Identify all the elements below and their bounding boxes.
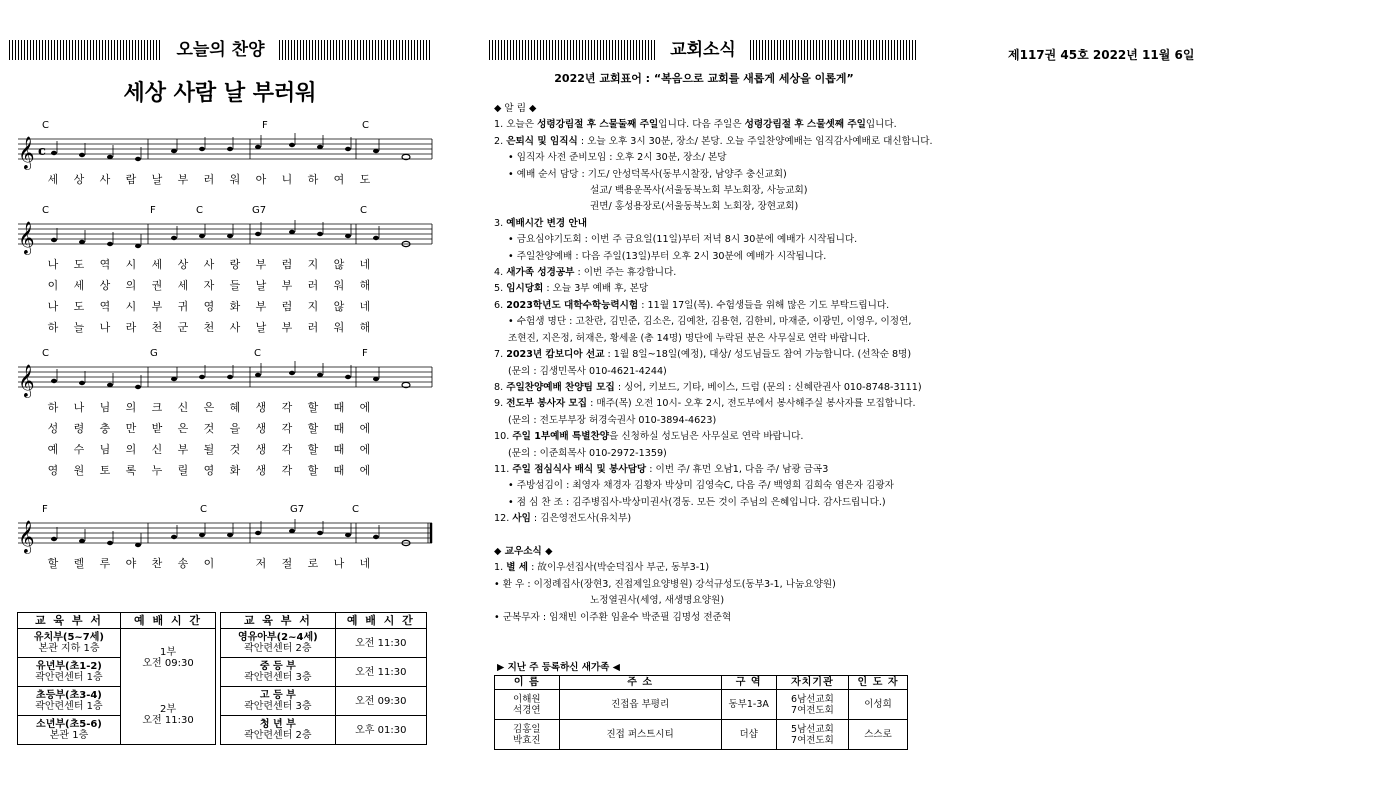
lyric-syllable: 성 — [47, 422, 59, 435]
news-line: 1. 별 세 : 故이우선집사(박순덕집사 부군, 동부3-1) — [494, 562, 710, 574]
lyric-syllable: 하 — [47, 401, 59, 414]
lyric-syllable: 천 — [151, 321, 163, 334]
issue-info: 제117권 45호 2022년 11월 6일 — [1008, 48, 1195, 62]
lyric-syllable: 저 — [255, 557, 267, 570]
dept-cell — [221, 629, 336, 658]
lyric-syllable: 랑 — [229, 258, 241, 271]
lyric-syllable: 때 — [333, 422, 345, 435]
chord-symbol: C — [200, 504, 207, 515]
lyric-syllable: 때 — [333, 464, 345, 477]
registration-title: ▶ 지난 주 등록하신 새가족 ◀ — [497, 662, 620, 673]
time-cell — [120, 629, 215, 687]
news-line: 노정열권사(세영, 새생명요양원) — [590, 595, 725, 607]
lyric-syllable: 혜 — [229, 401, 241, 414]
lyric-syllable: 세 — [47, 173, 59, 186]
staff — [18, 218, 438, 258]
reg-guide: 스스로 — [849, 720, 908, 750]
service-time: 오전 11:30 — [142, 715, 194, 727]
lyric-syllable: 부 — [255, 300, 267, 313]
header-stripe-right — [750, 40, 917, 60]
news-line: 11. 주일 점심식사 배식 및 봉사담당 : 이번 주/ 휴먼 오남1, 다음 주/ 남광 금곡3 — [494, 463, 829, 475]
dept-cell — [18, 658, 121, 687]
reg-org: 6남선교회 7여전도회 — [776, 690, 848, 720]
dept-cell — [18, 716, 121, 745]
lyric-syllable: 각 — [281, 422, 293, 435]
news-line: • 금요심야기도회 : 이번 주 금요일(11일)부터 저녁 8시 30분에 예배가 시작됩니다. — [508, 234, 858, 246]
staff — [18, 361, 438, 401]
news-line: 3. 예배시간 변경 안내 — [494, 217, 588, 229]
lyric-syllable: 예 — [47, 443, 59, 456]
news-line — [494, 528, 934, 544]
dept-cell — [221, 658, 336, 687]
lyric-syllable: 군 — [177, 321, 189, 334]
header-stripe-left — [9, 40, 162, 60]
lyric-syllable: 부 — [151, 300, 163, 313]
lyric-syllable: 은 — [177, 422, 189, 435]
news-line: • 수험생 명단 : 고찬란, 김민준, 김소은, 김예찬, 김용현, 김한비, 마재준, 이광민, 이영우, 이정연, — [508, 316, 912, 328]
lyric-syllable: 생 — [255, 401, 267, 414]
lyric-syllable: 님 — [99, 401, 111, 414]
news-line: 7. 2023년 캄보디아 선교 : 1월 8일~18일(예정), 대상/ 성도님들도 참여 가능합니다. (선착순 8명) — [494, 349, 912, 361]
reg-address: 진접 퍼스트시티 — [559, 720, 721, 750]
lyric-syllable: 날 — [255, 321, 267, 334]
lyric-syllable: 네 — [359, 300, 371, 313]
col-header: 교 육 부 서 — [221, 613, 336, 629]
dept-place: 곽안련센터 1층 — [35, 672, 103, 683]
lyric-syllable: 않 — [333, 258, 345, 271]
lyric-syllable: 충 — [99, 422, 111, 435]
chord-symbol: C — [360, 205, 367, 216]
lyric-syllable: 도 — [359, 173, 371, 186]
news-line: 설교/ 백용운목사(서울동북노회 부노회장, 사능교회) — [590, 185, 808, 197]
lyric-line — [40, 462, 378, 478]
lyric-syllable: 의 — [125, 401, 137, 414]
lyric-syllable: 때 — [333, 401, 345, 414]
news-line: 2. 은퇴식 및 임직식 : 오늘 오후 3시 30분, 장소/ 본당. 오늘 주일찬양예배는 임직감사예배로 대신합니다. — [494, 135, 933, 147]
lyric-syllable: 부 — [281, 321, 293, 334]
lyric-syllable: 워 — [333, 279, 345, 292]
lyric-syllable: 하 — [307, 173, 319, 186]
dept-name: 고 등 부 — [259, 690, 296, 701]
svg-text:c: c — [38, 144, 46, 159]
education-schedule-table — [17, 612, 427, 745]
lyric-syllable: 영 — [203, 464, 215, 477]
chord-symbol: C — [352, 504, 359, 515]
lyric-syllable: 될 — [203, 443, 215, 456]
lyric-syllable: 날 — [151, 173, 163, 186]
lyric-syllable: 부 — [255, 258, 267, 271]
header-stripe-right — [279, 40, 432, 60]
dept-place: 곽안련센터 2층 — [244, 643, 312, 654]
reg-org: 5남선교회 7여전도회 — [776, 720, 848, 750]
lyric-syllable: 여 — [333, 173, 345, 186]
lyric-syllable: 부 — [281, 279, 293, 292]
col-header: 구 역 — [721, 676, 776, 690]
dept-place: 곽안련센터 2층 — [244, 730, 312, 741]
new-family-table — [494, 675, 908, 750]
lyric-syllable: 역 — [99, 300, 111, 313]
lyric-syllable: 자 — [203, 279, 215, 292]
news-line: (문의 : 이준희목사 010-2972-1359) — [508, 447, 667, 459]
news-line: • 점 심 찬 조 : 김주병집사-박상미권사(경동. 모든 것이 주님의 은혜입니다. 감사드립니다.) — [508, 496, 886, 508]
dept-place: 본관 1층 — [49, 730, 89, 741]
lyric-syllable: 록 — [125, 464, 137, 477]
news-line: 10. 주일 1부예배 특별찬양을 신청하실 성도님은 사무실로 연락 바랍니다. — [494, 431, 804, 443]
hymn-section-header — [9, 40, 432, 60]
dept-place: 곽안련센터 3층 — [244, 672, 312, 683]
news-line: • 군복무자 : 임채빈 이주환 임윤수 박준필 김명성 전준혁 — [494, 611, 732, 623]
reg-address: 진접읍 부평리 — [559, 690, 721, 720]
chord-symbol: C — [362, 120, 369, 131]
lyric-syllable: 원 — [73, 464, 85, 477]
lyric-syllable: 절 — [281, 557, 293, 570]
lyric-syllable: 럼 — [281, 300, 293, 313]
news-line: • 주일찬양예배 : 다음 주일(13일)부터 오후 2시 30분에 예배가 시작됩니다. — [508, 250, 827, 262]
service-part: 1부 — [160, 646, 177, 658]
reg-guide: 이성희 — [849, 690, 908, 720]
dept-cell — [221, 687, 336, 716]
reg-name: 이해원 석경연 — [495, 690, 560, 720]
news-line: 5. 임시당회 : 오늘 3부 예배 후, 본당 — [494, 283, 649, 295]
lyric-syllable: 이 — [47, 279, 59, 292]
lyric-syllable: 각 — [281, 464, 293, 477]
lyric-syllable: 날 — [255, 279, 267, 292]
service-time: 오전 09:30 — [142, 657, 194, 669]
lyric-line — [40, 555, 378, 571]
lyric-line — [40, 420, 378, 436]
lyric-syllable: 할 — [47, 557, 59, 570]
lyric-syllable: 릴 — [177, 464, 189, 477]
lyric-syllable: 상 — [177, 258, 189, 271]
svg-text:𝄞: 𝄞 — [18, 520, 35, 553]
chord-symbol: F — [150, 205, 156, 216]
lyric-syllable: 지 — [307, 300, 319, 313]
dept-name: 초등부(초3-4) — [36, 690, 102, 701]
lyric-syllable: 사 — [203, 258, 215, 271]
dept-name: 중 등 부 — [259, 661, 296, 672]
lyric-syllable: 할 — [307, 401, 319, 414]
dept-name: 유치부(5~7세) — [33, 632, 104, 643]
chord-symbol: G7 — [290, 504, 305, 515]
chord-symbol: G7 — [252, 205, 267, 216]
dept-name: 유년부(초1-2) — [36, 661, 102, 672]
lyric-syllable: 영 — [47, 464, 59, 477]
col-header: 자치기관 — [776, 676, 848, 690]
lyric-syllable: 럼 — [281, 258, 293, 271]
dept-cell — [221, 716, 336, 745]
dept-cell — [18, 629, 121, 658]
dept-name: 청 년 부 — [259, 719, 296, 730]
lyric-line — [40, 256, 378, 272]
lyric-syllable: 부 — [177, 173, 189, 186]
lyric-syllable: 누 — [151, 464, 163, 477]
news-line: 4. 새가족 성경공부 : 이번 주는 휴강합니다. — [494, 267, 677, 279]
lyric-syllable: 영 — [203, 300, 215, 313]
lyric-syllable: 들 — [229, 279, 241, 292]
lyric-syllable: 사 — [99, 173, 111, 186]
chord-symbol: G — [150, 348, 158, 359]
lyric-syllable: 지 — [307, 258, 319, 271]
lyric-syllable: 사 — [229, 321, 241, 334]
lyric-syllable: 귀 — [177, 300, 189, 313]
lyric-syllable: 받 — [151, 422, 163, 435]
news-line: • 환 우 : 이정례집사(장현3, 진접제일요양병원) 강석규성도(동부3-1, 나눔요양원) — [494, 578, 836, 590]
chord-symbol: F — [362, 348, 368, 359]
lyric-syllable: 워 — [229, 173, 241, 186]
lyric-syllable: 루 — [99, 557, 111, 570]
lyric-syllable: 라 — [125, 321, 137, 334]
lyric-syllable: 화 — [229, 300, 241, 313]
lyric-syllable: 세 — [151, 258, 163, 271]
lyric-syllable: 람 — [125, 173, 137, 186]
lyric-line — [40, 277, 378, 293]
news-line: ◆ 교우소식 ◆ — [494, 545, 553, 557]
lyric-syllable: 러 — [307, 321, 319, 334]
col-header: 교 육 부 서 — [18, 613, 121, 629]
lyric-syllable: 크 — [151, 401, 163, 414]
lyric-syllable: 생 — [255, 422, 267, 435]
reg-area: 동부1-3A — [721, 690, 776, 720]
service-part: 2부 — [160, 704, 177, 716]
news-line: 6. 2023학년도 대학수학능력시험 : 11월 17일(목). 수험생들을 위해 많은 기도 부탁드립니다. — [494, 299, 890, 311]
lyric-syllable: 을 — [229, 422, 241, 435]
chord-symbol: F — [42, 504, 48, 515]
lyric-syllable: 화 — [229, 464, 241, 477]
col-header: 예 배 시 간 — [335, 613, 426, 629]
lyric-syllable: 신 — [151, 443, 163, 456]
lyric-syllable: 상 — [99, 279, 111, 292]
lyric-syllable: 세 — [177, 279, 189, 292]
reg-area: 더샵 — [721, 720, 776, 750]
lyric-syllable: 에 — [359, 401, 371, 414]
news-section-header — [489, 40, 917, 60]
dept-cell — [18, 687, 121, 716]
lyric-syllable: 해 — [359, 321, 371, 334]
lyric-syllable: 송 — [177, 557, 189, 570]
lyric-syllable: 도 — [73, 258, 85, 271]
lyric-syllable: 의 — [125, 279, 137, 292]
news-line: 9. 전도부 봉사자 모집 : 매주(목) 오전 10시- 오후 2시, 전도부에서 봉사해주실 봉사자를 모집합니다. — [494, 398, 916, 410]
lyric-syllable: 님 — [99, 443, 111, 456]
lyric-syllable: 할 — [307, 422, 319, 435]
lyric-syllable: 에 — [359, 422, 371, 435]
lyric-syllable: 상 — [73, 173, 85, 186]
svg-text:𝄞: 𝄞 — [18, 364, 35, 397]
chord-symbol: C — [254, 348, 261, 359]
hymn-section-title: 오늘의 찬양 — [176, 40, 265, 60]
chord-symbol: C — [196, 205, 203, 216]
lyric-syllable: 렐 — [73, 557, 85, 570]
lyric-syllable: 할 — [307, 464, 319, 477]
news-line: 12. 사임 : 김은영전도사(유치부) — [494, 513, 632, 525]
lyric-syllable: 은 — [203, 401, 215, 414]
news-line: (문의 : 김생민목사 010-4621-4244) — [508, 365, 667, 377]
news-line: ◆ 알 림 ◆ — [494, 103, 537, 114]
news-line: • 예배 순서 담당 : 기도/ 안성덕목사(동부시찰장, 남양주 충신교회) — [508, 168, 787, 180]
reg-name: 김홍일 박효진 — [495, 720, 560, 750]
col-header: 이 름 — [495, 676, 560, 690]
lyric-syllable: 나 — [333, 557, 345, 570]
dept-name: 영유아부(2~4세) — [237, 632, 318, 643]
svg-text:𝄞: 𝄞 — [18, 221, 35, 254]
col-header: 인 도 자 — [849, 676, 908, 690]
staff — [18, 517, 438, 557]
lyric-syllable: 도 — [73, 300, 85, 313]
lyric-syllable: 것 — [229, 443, 241, 456]
lyric-syllable: 이 — [203, 557, 215, 570]
time-cell: 오전 11:30 — [335, 658, 426, 687]
lyric-syllable: 나 — [99, 321, 111, 334]
dept-name: 소년부(초5-6) — [36, 719, 102, 730]
dept-place: 본관 지하 1층 — [38, 643, 100, 654]
news-line: 조현진, 지은정, 허재은, 황세윤 (총 14명) 명단에 누락된 분은 사무실로 연락 바랍니다. — [508, 332, 870, 344]
chord-symbol: C — [42, 348, 49, 359]
lyric-line — [40, 171, 378, 187]
news-line: • 임직자 사전 준비모임 : 오후 2시 30분, 장소/ 본당 — [508, 152, 727, 164]
lyric-syllable: 아 — [255, 173, 267, 186]
lyric-syllable: 니 — [281, 173, 293, 186]
lyric-line — [40, 319, 378, 335]
lyric-syllable: 러 — [307, 279, 319, 292]
dept-place: 곽안련센터 3층 — [244, 701, 312, 712]
lyric-syllable: 신 — [177, 401, 189, 414]
dept-place: 곽안련센터 1층 — [35, 701, 103, 712]
song-title: 세상 사람 날 부러워 — [123, 81, 317, 106]
time-cell — [120, 687, 215, 745]
lyric-syllable: 하 — [47, 321, 59, 334]
staff — [18, 133, 438, 173]
lyric-syllable: 나 — [73, 401, 85, 414]
lyric-syllable: 것 — [203, 422, 215, 435]
news-line: • 주방섬김이 : 최영자 채경자 김황자 박상미 김영숙C, 다음 주/ 백영희 김희숙 염은자 김광자 — [508, 480, 894, 492]
news-line: 1. 오늘은 성령강림절 후 스물둘째 주일입니다. 다음 주일은 성령강림절 후 스물셋째 주일입니다. — [494, 119, 897, 131]
lyric-syllable: 수 — [73, 443, 85, 456]
svg-text:𝄞: 𝄞 — [18, 136, 35, 169]
lyric-syllable: 생 — [255, 464, 267, 477]
lyric-syllable: 나 — [47, 258, 59, 271]
time-cell: 오후 01:30 — [335, 716, 426, 745]
time-cell: 오전 09:30 — [335, 687, 426, 716]
lyric-syllable: 령 — [73, 422, 85, 435]
lyric-syllable: 토 — [99, 464, 111, 477]
lyric-syllable: 워 — [333, 321, 345, 334]
lyric-syllable: 네 — [359, 557, 371, 570]
lyric-syllable: 나 — [47, 300, 59, 313]
news-line: (문의 : 전도부부장 허경숙권사 010-3894-4623) — [508, 414, 717, 426]
lyric-syllable: 할 — [307, 443, 319, 456]
news-line: 8. 주일찬양예배 찬양팀 모집 : 싱어, 키보드, 기타, 베이스, 드럼 (문의 : 신혜란권사 010-8748-3111) — [494, 381, 922, 393]
lyric-line — [40, 441, 378, 457]
church-theme: 2022년 교회표어 : “복음으로 교회를 새롭게 세상을 이롭게” — [554, 72, 854, 85]
chord-symbol: F — [262, 120, 268, 131]
lyric-syllable: 에 — [359, 443, 371, 456]
lyric-syllable: 늘 — [73, 321, 85, 334]
lyric-syllable: 해 — [359, 279, 371, 292]
lyric-syllable: 않 — [333, 300, 345, 313]
lyric-syllable: 네 — [359, 258, 371, 271]
lyric-syllable: 시 — [125, 258, 137, 271]
lyric-syllable: 각 — [281, 443, 293, 456]
lyric-syllable: 생 — [255, 443, 267, 456]
lyric-syllable: 에 — [359, 464, 371, 477]
lyric-syllable: 야 — [125, 557, 137, 570]
lyric-syllable: 때 — [333, 443, 345, 456]
chord-symbol: C — [42, 120, 49, 131]
lyric-syllable: 역 — [99, 258, 111, 271]
lyric-syllable: 천 — [203, 321, 215, 334]
news-section-title: 교회소식 — [670, 40, 736, 60]
lyric-syllable: 시 — [125, 300, 137, 313]
lyric-syllable: 러 — [203, 173, 215, 186]
lyric-syllable: 각 — [281, 401, 293, 414]
news-line: 권면/ 홍성용장로(서울동북노회 노회장, 장현교회) — [590, 201, 799, 213]
lyric-syllable: 찬 — [151, 557, 163, 570]
lyric-line — [40, 298, 378, 314]
lyric-line — [40, 399, 378, 415]
header-stripe-left — [489, 40, 656, 60]
chord-symbol: C — [42, 205, 49, 216]
lyric-syllable: 부 — [177, 443, 189, 456]
lyric-syllable: 만 — [125, 422, 137, 435]
lyric-syllable: 의 — [125, 443, 137, 456]
lyric-syllable: 권 — [151, 279, 163, 292]
time-cell: 오전 11:30 — [335, 629, 426, 658]
col-header: 예 배 시 간 — [120, 613, 215, 629]
news-list — [494, 101, 934, 626]
lyric-syllable: 로 — [307, 557, 319, 570]
col-header: 주 소 — [559, 676, 721, 690]
lyric-syllable: 세 — [73, 279, 85, 292]
